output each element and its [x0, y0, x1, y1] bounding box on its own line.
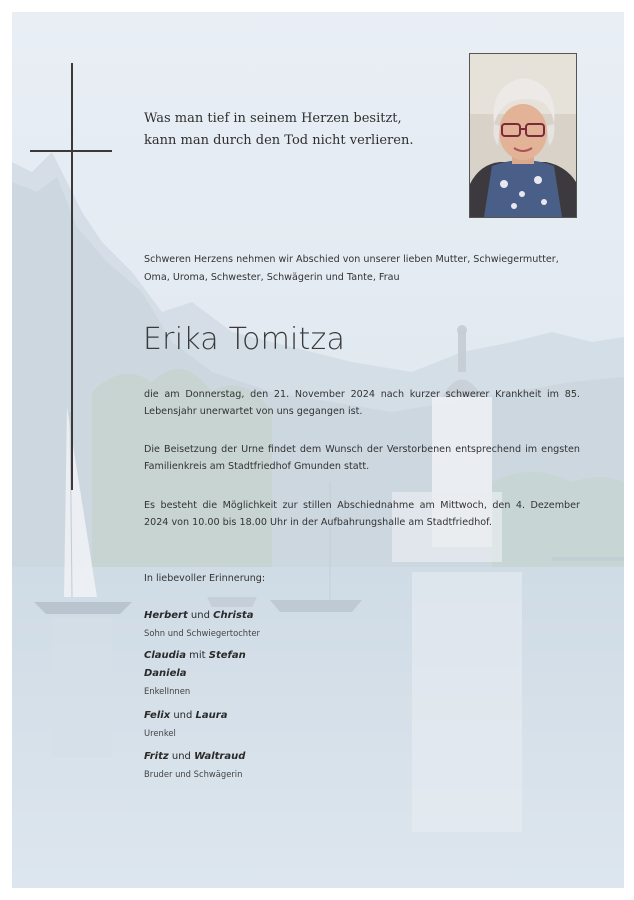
- mourner-relation-4: Bruder und Schwägerin: [144, 769, 243, 779]
- mourner-names-2b: [144, 668, 187, 679]
- mourner-join: und: [170, 710, 196, 721]
- mourner-relation-1: Sohn und Schwiegertochter: [144, 628, 260, 638]
- mourner-name: Waltraud: [194, 751, 246, 762]
- viewing-paragraph: Es besteht die Möglichkeit zur stillen Abschiednahme am Mittwoch, den 4. Dezember 2024 von 10.00 bis 18.00 Uhr in der Aufbahrungshalle am Stadtfriedhof.: [144, 500, 580, 528]
- mourner-name: Claudia: [144, 650, 186, 661]
- mourner-names-4: [144, 751, 245, 762]
- mourner-name: Felix: [144, 710, 171, 721]
- death-notice-paragraph: die am Donnerstag, den 21. November 2024 nach kurzer schwerer Krankheit im 85. Lebensjahr unerwartet von uns gegangen ist.: [144, 389, 580, 417]
- mourner-name: Stefan: [208, 650, 246, 661]
- burial-paragraph: Die Beisetzung der Urne findet dem Wunsch der Verstorbenen entsprechend im engsten Familienkreis am Stadtfriedhof Gmunden statt.: [144, 444, 580, 472]
- mourner-name: Fritz: [144, 751, 169, 762]
- deceased-name: Erika Tomitza: [143, 322, 346, 357]
- cross-horizontal-bar: [30, 150, 112, 152]
- mourner-join: und: [168, 751, 195, 762]
- quote-line-2: kann man durch den Tod nicht verlieren.: [144, 133, 414, 148]
- mourner-relation-2: EnkelInnen: [144, 686, 191, 696]
- intro-text: Schweren Herzens nehmen wir Abschied von unserer lieben Mutter, Schwiegermutter, Oma, Uroma, Schwester, Schwägerin und Tante, Frau: [144, 254, 559, 283]
- mourner-names-1: [144, 610, 253, 621]
- mourner-join: mit: [185, 650, 209, 661]
- memory-heading: In liebevoller Erinnerung:: [144, 573, 266, 584]
- mourner-relation-3: Urenkel: [144, 728, 176, 738]
- portrait-photo: [469, 53, 577, 218]
- obituary-page: [12, 12, 624, 888]
- mourner-name: Christa: [213, 610, 254, 621]
- mourner-names-2: [144, 650, 246, 661]
- mourner-name: Laura: [195, 710, 228, 721]
- mourner-name: Daniela: [144, 668, 187, 679]
- quote-line-1: Was man tief in seinem Herzen besitzt,: [144, 111, 402, 126]
- mourner-join: und: [187, 610, 214, 621]
- mourner-names-3: [144, 710, 227, 721]
- mourner-name: Herbert: [144, 610, 188, 621]
- cross-vertical-bar: [71, 63, 73, 490]
- memorial-quote: [144, 108, 444, 152]
